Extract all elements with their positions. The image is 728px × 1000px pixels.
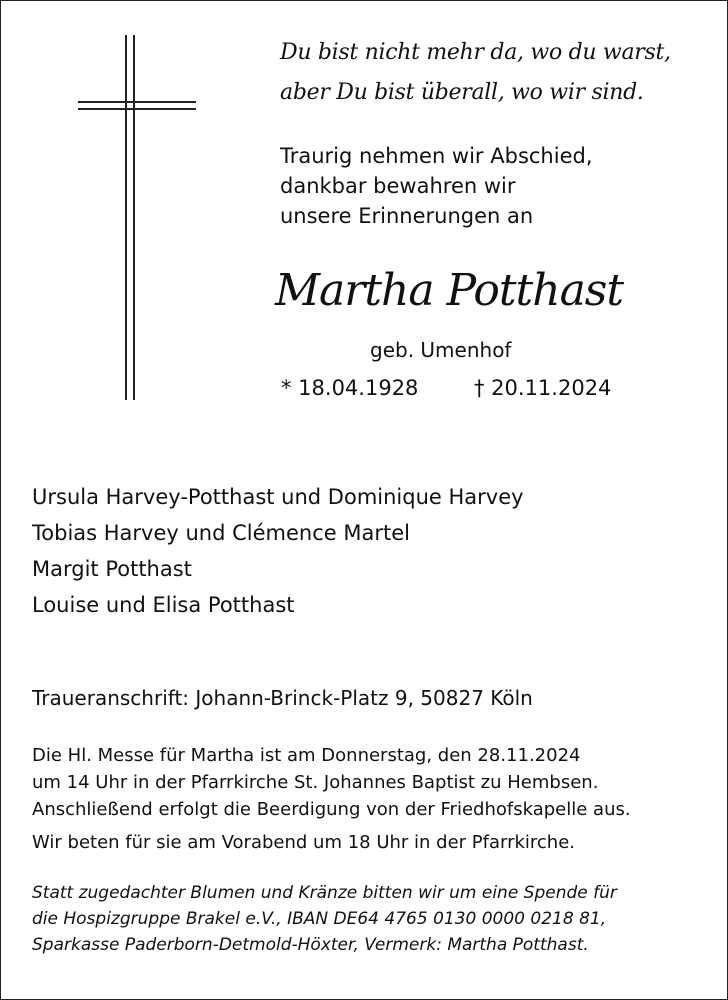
donation-request — [32, 880, 617, 958]
death-date: † 20.11.2024 — [474, 376, 612, 400]
donation-line: die Hospizgruppe Brakel e.V., IBAN DE64 4765 0130 0000 0218 81, — [32, 909, 607, 929]
donation-line: Sparkasse Paderborn-Detmold-Höxter, Vermerk: Martha Potthast. — [32, 935, 589, 955]
intro-line: dankbar bewahren wir — [280, 174, 516, 198]
intro-line: unsere Erinnerungen an — [280, 204, 534, 228]
service-line: Wir beten für sie am Vorabend um 18 Uhr in der Pfarrkirche. — [32, 832, 576, 853]
mourner-line: Louise und Elisa Potthast — [32, 593, 295, 617]
service-line: Anschließend erfolgt die Beerdigung von der Friedhofskapelle aus. — [32, 799, 631, 820]
donation-line: Statt zugedachter Blumen und Kränze bitten wir um eine Spende für — [32, 883, 617, 903]
memorial-quote — [280, 33, 700, 113]
mourners-list — [32, 479, 524, 623]
service-line: Die Hl. Messe für Martha ist am Donnerstag, den 28.11.2024 — [32, 745, 581, 766]
intro-line: Traurig nehmen wir Abschied, — [280, 144, 593, 168]
quote-line: aber Du bist überall, wo wir sind. — [280, 80, 644, 105]
service-line: um 14 Uhr in der Pfarrkirche St. Johannes Baptist zu Hembsen. — [32, 772, 599, 793]
cross-icon — [70, 30, 200, 410]
quote-line: Du bist nicht mehr da, wo du warst, — [280, 40, 671, 65]
mourner-line: Tobias Harvey und Clémence Martel — [32, 521, 410, 545]
mourning-address: Traueranschrift: Johann-Brinck-Platz 9, 50827 Köln — [32, 686, 533, 710]
mourner-line: Margit Potthast — [32, 557, 192, 581]
mourner-line: Ursula Harvey-Potthast und Dominique Harvey — [32, 485, 524, 509]
birth-date: * 18.04.1928 — [281, 376, 419, 400]
service-info — [32, 742, 631, 856]
birth-name: geb. Umenhof — [370, 338, 512, 362]
deceased-name: Martha Potthast — [275, 265, 624, 316]
intro-text — [280, 141, 593, 231]
